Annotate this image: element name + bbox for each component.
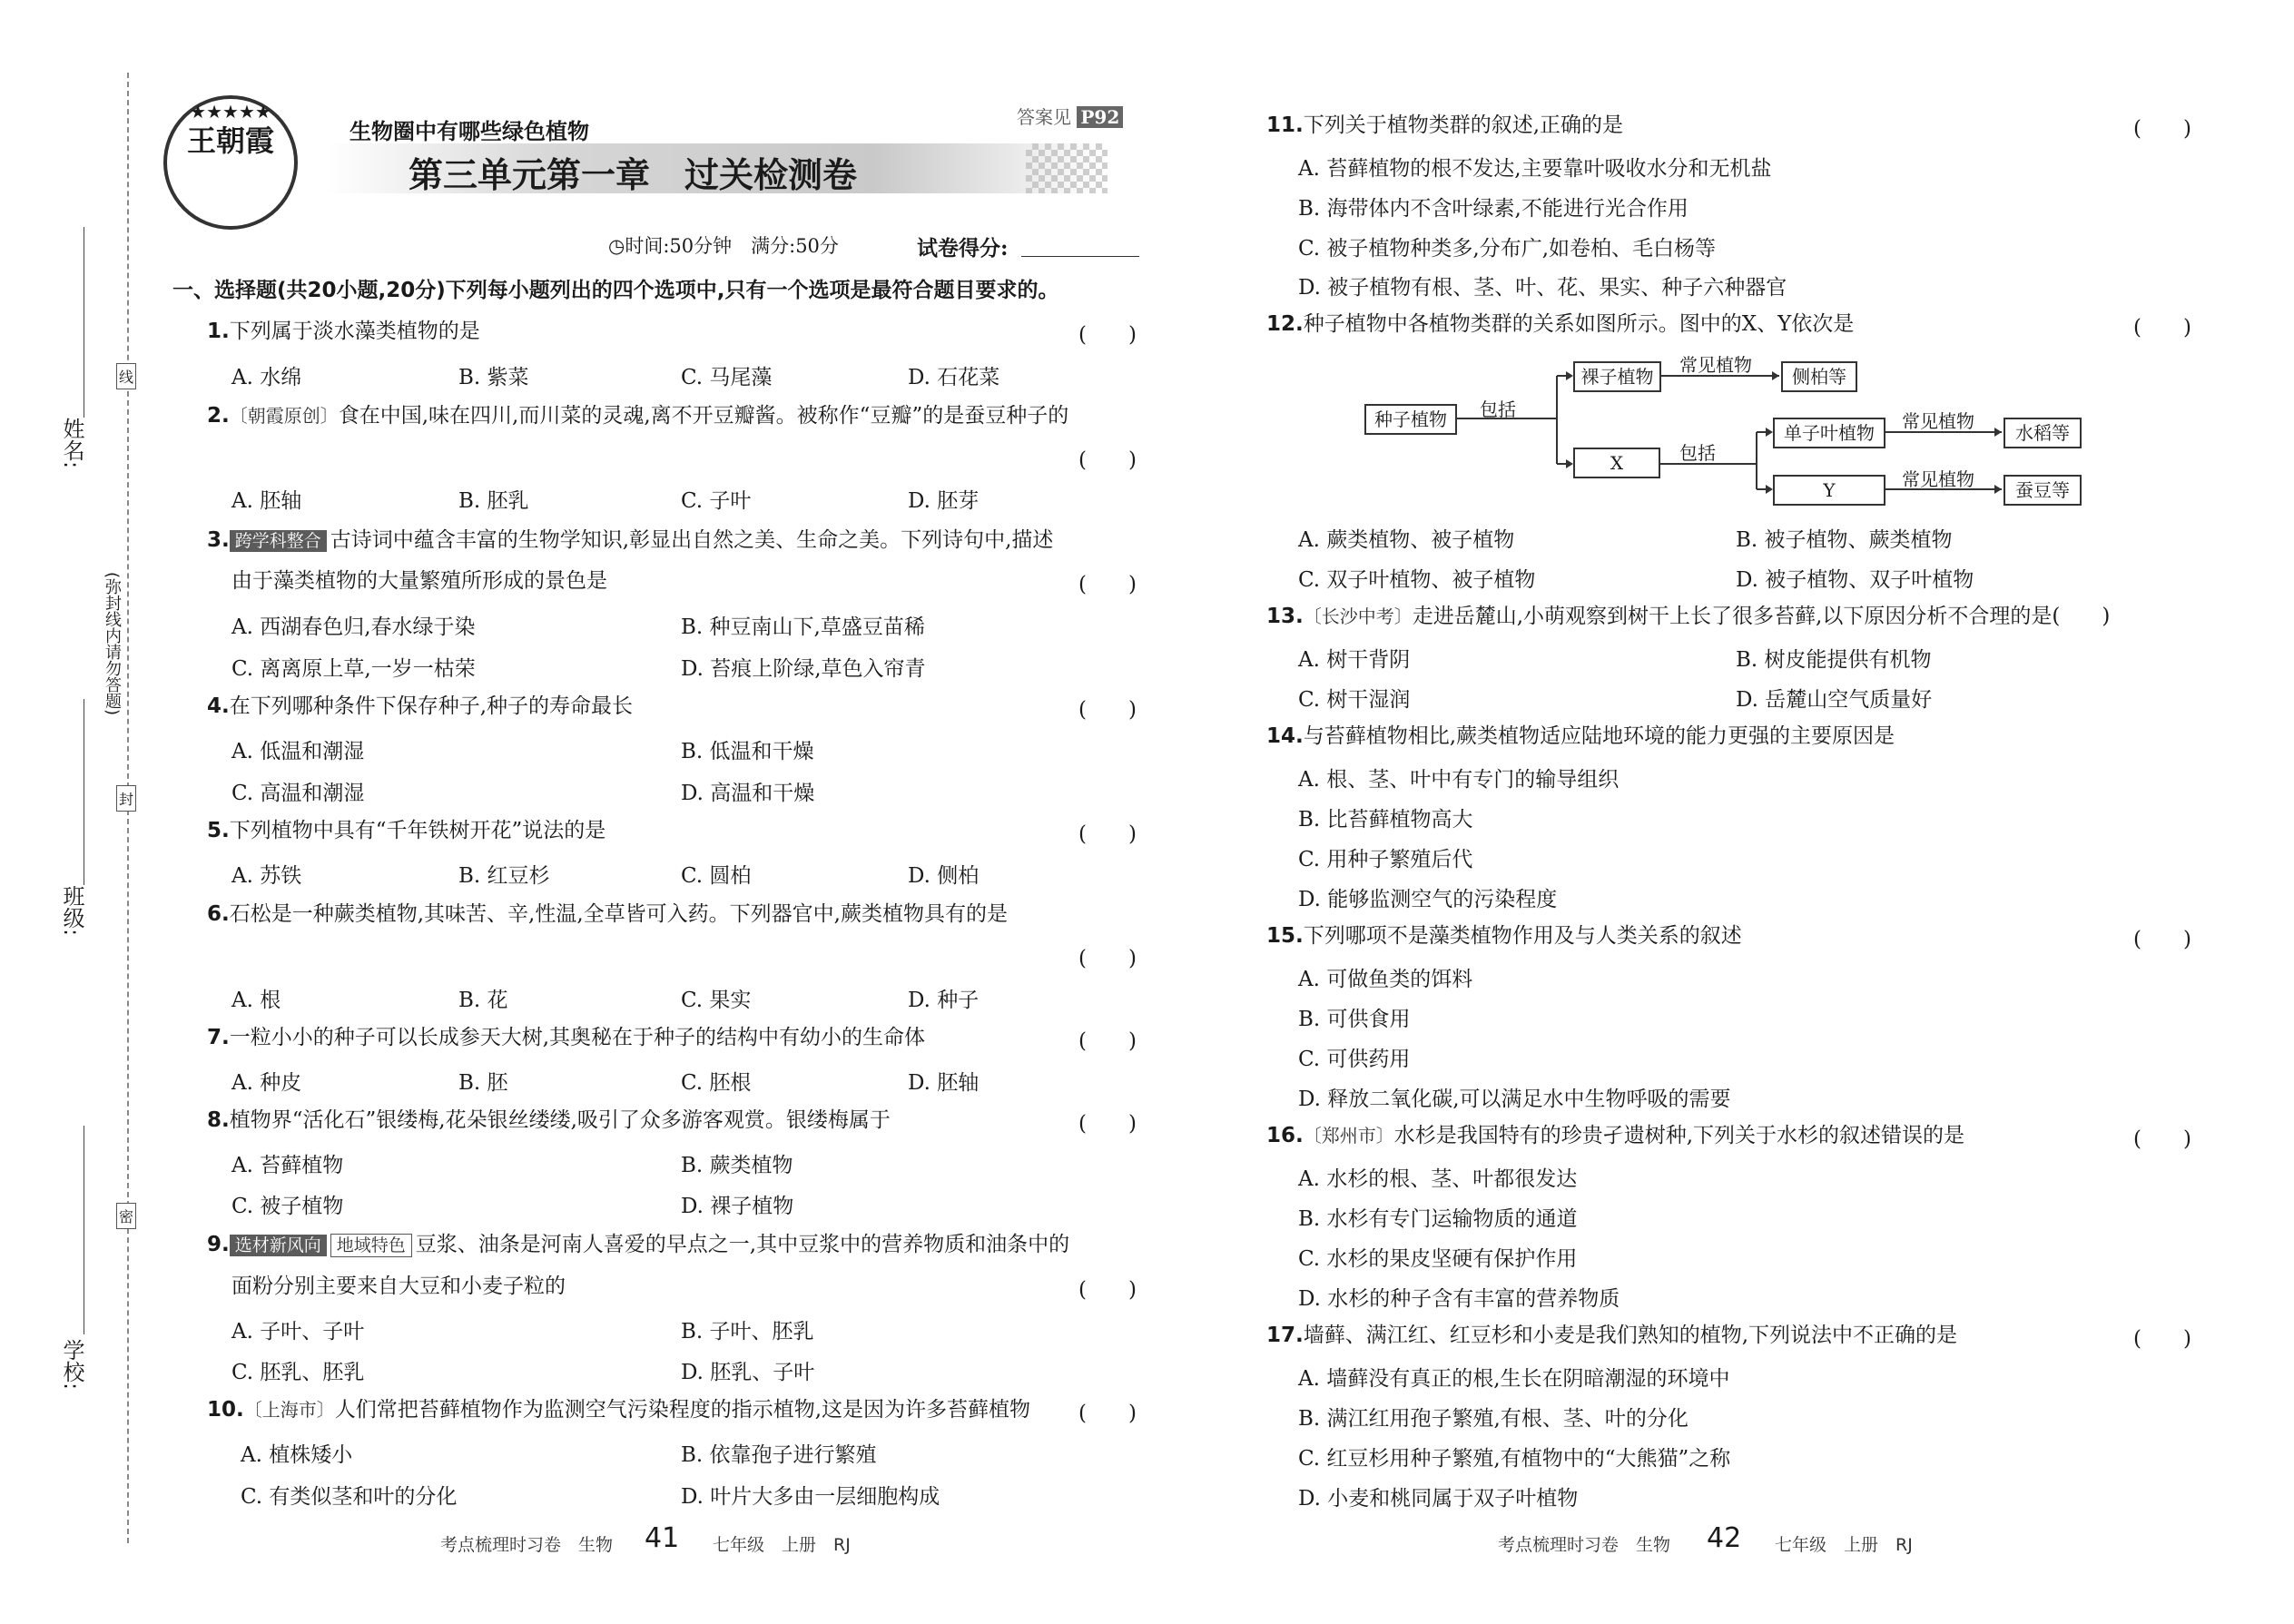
option-a: A. 墙藓没有真正的根,生长在阴暗潮湿的环境中 bbox=[1298, 1367, 1730, 1391]
option-c: C. 用种子繁殖后代 bbox=[1298, 848, 1473, 871]
option-c: C. 胚根 bbox=[681, 1071, 752, 1095]
option-d: D. 小麦和桃同属于双子叶植物 bbox=[1298, 1487, 1579, 1511]
answer-bracket[interactable]: ( ) bbox=[2133, 928, 2191, 951]
logo-crown-icon: ★★★★★ bbox=[190, 101, 271, 123]
answer-bracket[interactable]: ( ) bbox=[2133, 117, 2191, 141]
option-d: D. 能够监测空气的污染程度 bbox=[1298, 888, 1558, 911]
option-b: B. 可供食用 bbox=[1298, 1008, 1411, 1031]
option-b: B. 胚乳 bbox=[458, 489, 529, 513]
question-8: 8.植物界“活化石”银缕梅,花朵银丝缕缕,吸引了众多游客观赏。银缕梅属于 bbox=[207, 1108, 891, 1132]
question-14: 14.与苔藓植物相比,蕨类植物适应陆地环境的能力更强的主要原因是 bbox=[1266, 724, 1895, 748]
answer-bracket[interactable]: ( ) bbox=[1078, 1278, 1137, 1302]
page-number: 41 bbox=[645, 1522, 680, 1554]
question-17: 17.墙藓、满江红、红豆杉和小麦是我们熟知的植物,下列说法中不正确的是 bbox=[1266, 1324, 1958, 1347]
node-gymnosperms: 裸子植物 bbox=[1573, 361, 1661, 392]
node-y: Y bbox=[1773, 475, 1885, 506]
seal-mark-line: 线 bbox=[116, 363, 136, 389]
answer-bracket[interactable]: ( ) bbox=[1078, 573, 1137, 596]
exam-meta: ◷时间:50分钟 满分:50分 bbox=[608, 235, 839, 257]
option-c: C. 可供药用 bbox=[1298, 1048, 1411, 1071]
option-d: D. 胚乳、子叶 bbox=[681, 1361, 815, 1384]
node-seed-plants: 种子植物 bbox=[1364, 404, 1457, 435]
option-b: B. 满江红用孢子繁殖,有根、茎、叶的分化 bbox=[1298, 1407, 1689, 1431]
score-label: 试卷得分: bbox=[917, 236, 1009, 261]
answer-page-badge: P92 bbox=[1077, 106, 1123, 128]
option-a: A. 根、茎、叶中有专门的输导组织 bbox=[1298, 768, 1620, 792]
answer-bracket[interactable]: ( ) bbox=[1078, 698, 1137, 722]
tag-badge: 跨学科整合 bbox=[230, 530, 327, 552]
node-monocots: 单子叶植物 bbox=[1773, 418, 1885, 448]
question-1: 1.下列属于淡水藻类植物的是 bbox=[207, 320, 480, 343]
question-13: 13.〔长沙中考〕走进岳麓山,小萌观察到树干上长了很多苔藓,以下原因分析不合理的是( ) bbox=[1266, 605, 2111, 628]
page-number: 42 bbox=[1707, 1522, 1742, 1554]
logo-text: 王朝霞 bbox=[186, 123, 274, 158]
option-c: C. 被子植物种类多,分布广,如卷柏、毛白杨等 bbox=[1298, 237, 1717, 261]
option-d: D. 叶片大多由一层细胞构成 bbox=[681, 1485, 940, 1509]
edge-label-common: 常见植物 bbox=[1679, 354, 1752, 376]
option-c: C. 马尾藻 bbox=[681, 366, 773, 389]
question-11: 11.下列关于植物类群的叙述,正确的是 bbox=[1266, 113, 1624, 137]
answer-bracket[interactable]: ( ) bbox=[2133, 1327, 2191, 1351]
section-title: 一、选择题(共20小题,20分)下列每小题列出的四个选项中,只有一个选项是最符合题目要求的。 bbox=[172, 279, 1059, 302]
option-c: C. 圆柏 bbox=[681, 864, 752, 888]
option-a: A. 根 bbox=[231, 989, 281, 1012]
option-b: B. 被子植物、蕨类植物 bbox=[1736, 528, 1953, 552]
question-9: 9. 选材新风向 地域特色 豆浆、油条是河南人喜爱的早点之一,其中豆浆中的营养物质和油条中的 bbox=[207, 1233, 1070, 1256]
option-d: D. 种子 bbox=[908, 989, 980, 1012]
option-c: C. 子叶 bbox=[681, 489, 752, 513]
option-b: B. 比苔藓植物高大 bbox=[1298, 808, 1473, 832]
option-b: B. 子叶、胚乳 bbox=[681, 1320, 814, 1343]
option-d: D. 裸子植物 bbox=[681, 1195, 794, 1218]
option-a: A. 可做鱼类的饵料 bbox=[1298, 968, 1473, 991]
tag-badge: 选材新风向 bbox=[230, 1235, 327, 1256]
page-title: 第三单元第一章 过关检测卷 bbox=[409, 155, 858, 195]
answer-bracket[interactable]: ( ) bbox=[1078, 822, 1137, 846]
question-6: 6.石松是一种蕨类植物,其味苦、辛,性温,全草皆可入药。下列器官中,蕨类植物具有的是 bbox=[207, 902, 1008, 926]
option-b: B. 紫菜 bbox=[458, 366, 529, 389]
question-12: 12.种子植物中各植物类群的关系如图所示。图中的X、Y依次是 bbox=[1266, 312, 1855, 336]
option-d: D. 石花菜 bbox=[908, 366, 1000, 389]
question-2: 2.〔朝霞原创〕食在中国,味在四川,而川菜的灵魂,离不开豆瓣酱。被称作“豆瓣”的是蚕豆种子的 bbox=[207, 404, 1069, 428]
seal-mark-seal: 封 bbox=[116, 785, 136, 812]
option-a: A. 植株矮小 bbox=[241, 1443, 353, 1467]
option-b: B. 胚 bbox=[458, 1071, 508, 1095]
option-b: B. 种豆南山下,草盛豆苗稀 bbox=[681, 615, 925, 639]
question-7: 7.一粒小小的种子可以长成参天大树,其奥秘在于种子的结构中有幼小的生命体 bbox=[207, 1026, 926, 1049]
footer-grade: 七年级 上册 RJ bbox=[713, 1535, 851, 1555]
option-a: A. 树干背阴 bbox=[1298, 648, 1411, 672]
option-c: C. 红豆杉用种子繁殖,有植物中的“大熊猫”之称 bbox=[1298, 1447, 1731, 1471]
answer-bracket[interactable]: ( ) bbox=[1078, 1112, 1137, 1136]
option-c: C. 有类似茎和叶的分化 bbox=[241, 1485, 458, 1509]
question-10: 10.〔上海市〕人们常把苔藓植物作为监测空气污染程度的指示植物,这是因为许多苔藓植物 bbox=[207, 1398, 1031, 1422]
option-d: D. 水杉的种子含有丰富的营养物质 bbox=[1298, 1287, 1620, 1311]
answer-bracket[interactable]: ( ) bbox=[1078, 448, 1137, 472]
footer-series: 考点梳理时习卷 生物 bbox=[1498, 1535, 1671, 1555]
question-9-cont: 面粉分别主要来自大豆和小麦子粒的 bbox=[231, 1275, 566, 1298]
option-a: A. 苏铁 bbox=[231, 864, 302, 888]
option-a: A. 苔藓植物 bbox=[231, 1154, 344, 1177]
logo-badge bbox=[163, 95, 298, 230]
option-d: D. 被子植物有根、茎、叶、花、果实、种子六种器官 bbox=[1298, 276, 1787, 300]
node-x: X bbox=[1573, 448, 1660, 478]
question-3: 3. 跨学科整合 古诗词中蕴含丰富的生物学知识,彰显出自然之美、生命之美。下列诗句中,描述 bbox=[207, 528, 1054, 552]
option-a: A. 种皮 bbox=[231, 1071, 302, 1095]
option-d: D. 被子植物、双子叶植物 bbox=[1736, 568, 1974, 592]
answer-bracket[interactable]: ( ) bbox=[1078, 323, 1137, 347]
option-d: D. 胚芽 bbox=[908, 489, 980, 513]
option-c: C. 离离原上草,一岁一枯荣 bbox=[231, 657, 476, 681]
option-c: C. 被子植物 bbox=[231, 1195, 344, 1218]
option-d: D. 高温和干燥 bbox=[681, 782, 815, 805]
option-d: D. 释放二氧化碳,可以满足水中生物呼吸的需要 bbox=[1298, 1088, 1731, 1111]
edge-label-common: 常见植物 bbox=[1902, 410, 1974, 432]
option-c: C. 水杉的果皮坚硬有保护作用 bbox=[1298, 1247, 1578, 1271]
option-c: C. 果实 bbox=[681, 989, 752, 1012]
option-b: B. 依靠孢子进行繁殖 bbox=[681, 1443, 877, 1467]
answer-bracket[interactable]: ( ) bbox=[2133, 316, 2191, 340]
answer-ref: 答案见 P92 bbox=[1017, 103, 1123, 129]
checker-pattern bbox=[1026, 143, 1108, 193]
option-c: C. 高温和潮湿 bbox=[231, 782, 365, 805]
option-c: C. 胚乳、胚乳 bbox=[231, 1361, 365, 1384]
footer-series: 考点梳理时习卷 生物 bbox=[440, 1535, 614, 1555]
score-field[interactable] bbox=[1021, 256, 1139, 257]
option-b: B. 树皮能提供有机物 bbox=[1736, 648, 1932, 672]
question-16: 16.〔郑州市〕水杉是我国特有的珍贵孑遗树种,下列关于水杉的叙述错误的是 bbox=[1266, 1124, 1965, 1147]
option-a: A. 水杉的根、茎、叶都很发达 bbox=[1298, 1167, 1578, 1191]
answer-bracket[interactable]: ( ) bbox=[2052, 605, 2111, 628]
option-b: B. 花 bbox=[458, 989, 508, 1012]
option-b: B. 水杉有专门运输物质的通道 bbox=[1298, 1207, 1578, 1231]
option-d: D. 苔痕上阶绿,草色入帘青 bbox=[681, 657, 926, 681]
answer-bracket[interactable]: ( ) bbox=[2133, 1127, 2191, 1151]
seal-mark-dense: 密 bbox=[116, 1203, 136, 1229]
option-d: D. 胚轴 bbox=[908, 1071, 980, 1095]
answer-bracket[interactable]: ( ) bbox=[1078, 947, 1137, 970]
option-c: C. 树干湿润 bbox=[1298, 688, 1411, 712]
option-d: D. 岳麓山空气质量好 bbox=[1736, 688, 1933, 712]
node-broad-bean: 蚕豆等 bbox=[2004, 475, 2082, 506]
option-c: C. 双子叶植物、被子植物 bbox=[1298, 568, 1536, 592]
footer-grade: 七年级 上册 RJ bbox=[1775, 1535, 1913, 1555]
answer-bracket[interactable]: ( ) bbox=[1078, 1029, 1137, 1053]
option-b: B. 低温和干燥 bbox=[681, 740, 814, 763]
option-b: B. 红豆杉 bbox=[458, 864, 550, 888]
option-a: A. 蕨类植物、被子植物 bbox=[1298, 528, 1515, 552]
option-a: A. 子叶、子叶 bbox=[231, 1320, 365, 1343]
option-d: D. 侧柏 bbox=[908, 864, 980, 888]
answer-bracket[interactable]: ( ) bbox=[1078, 1402, 1137, 1425]
unit-subtitle: 生物圈中有哪些绿色植物 bbox=[350, 119, 589, 144]
option-a: A. 胚轴 bbox=[231, 489, 302, 513]
option-a: A. 西湖春色归,春水绿于染 bbox=[231, 615, 476, 639]
edge-label-include: 包括 bbox=[1480, 399, 1516, 420]
option-a: A. 苔藓植物的根不发达,主要靠叶吸收水分和无机盐 bbox=[1298, 157, 1772, 181]
option-b: B. 蕨类植物 bbox=[681, 1154, 793, 1177]
node-cedar: 侧柏等 bbox=[1781, 361, 1857, 392]
question-4: 4.在下列哪种条件下保存种子,种子的寿命最长 bbox=[207, 694, 634, 718]
name-label: 姓名: bbox=[59, 418, 84, 469]
question-5: 5.下列植物中具有“千年铁树开花”说法的是 bbox=[207, 819, 606, 842]
option-b: B. 海带体内不含叶绿素,不能进行光合作用 bbox=[1298, 197, 1689, 221]
edge-label-include: 包括 bbox=[1679, 442, 1716, 464]
tag-badge: 地域特色 bbox=[330, 1234, 412, 1257]
seal-notice: (弥封线内请勿答题) bbox=[103, 572, 122, 716]
node-rice: 水稻等 bbox=[2004, 418, 2082, 448]
question-15: 15.下列哪项不是藻类植物作用及与人类关系的叙述 bbox=[1266, 924, 1742, 948]
edge-label-common: 常见植物 bbox=[1902, 468, 1974, 490]
school-label: 学校: bbox=[59, 1339, 84, 1391]
class-label: 班级: bbox=[59, 885, 84, 937]
question-3-cont: 由于藻类植物的大量繁殖所形成的景色是 bbox=[231, 569, 607, 593]
option-a: A. 低温和潮湿 bbox=[231, 740, 365, 763]
option-a: A. 水绵 bbox=[231, 366, 302, 389]
